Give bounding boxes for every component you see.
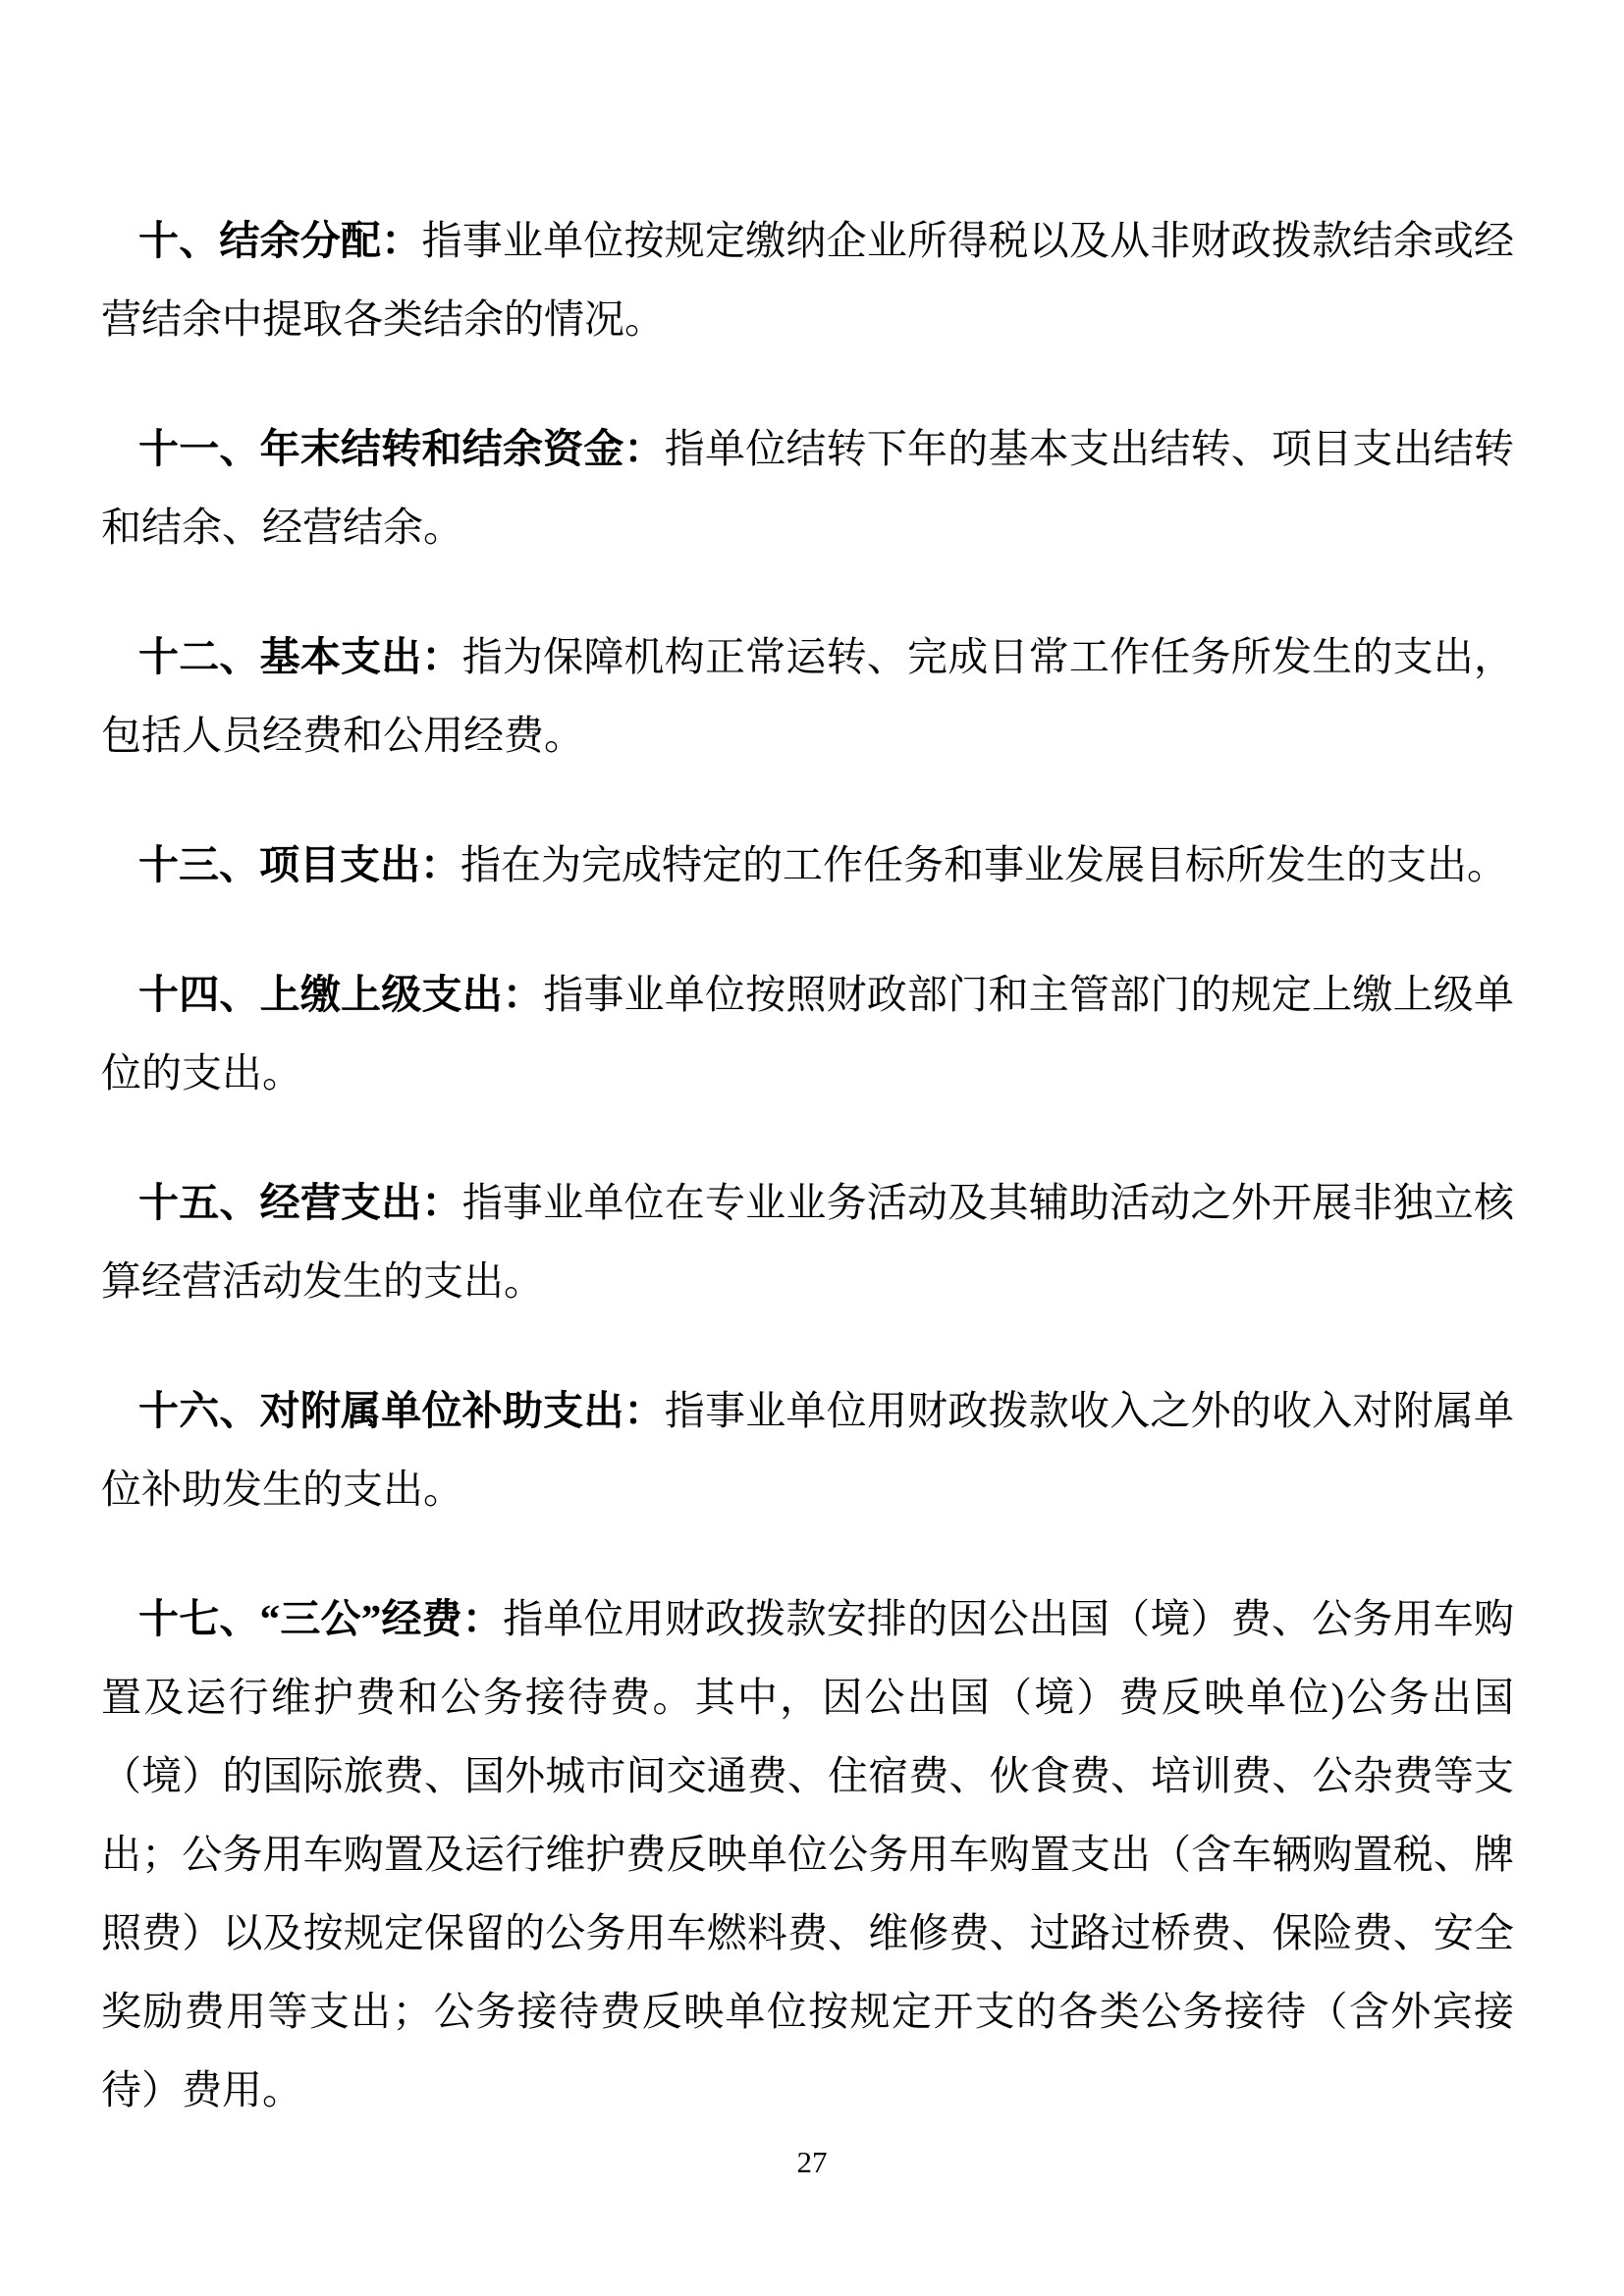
definition-paragraph-17: [101, 1579, 1514, 2129]
term-heading: 十六、对附属单位补助支出：: [138, 1388, 665, 1433]
term-definition: 指在为完成特定的工作任务和事业发展目标所发生的支出。: [460, 842, 1507, 887]
term-heading: 十五、经营支出：: [138, 1180, 462, 1225]
term-definition: 指为保障机构正常运转、完成日常工作任务所发生的支出，包括人员经费和公用经费。: [101, 634, 1515, 758]
term-definition: 指单位结转下年的基本支出结转、项目支出结转和结余、经营结余。: [101, 426, 1515, 550]
term-heading: 十三、项目支出：: [138, 842, 460, 887]
term-heading: 十四、上缴上级支出：: [138, 972, 544, 1017]
page-number: 27: [796, 2145, 828, 2179]
definition-paragraph-10: [101, 201, 1514, 358]
term-definition: 指事业单位按规定缴纳企业所得税以及从非财政拨款结余或经营结余中提取各类结余的情况。: [101, 218, 1514, 342]
definition-paragraph-15: [101, 1163, 1514, 1320]
term-definition: 指事业单位用财政拨款收入之外的收入对附属单位补助发生的支出。: [101, 1388, 1515, 1512]
term-definition: 指单位用财政拨款安排的因公出国（境）费、公务用车购置及运行维护费和公务接待费。其中，因公出国（境）费反映单位)公务出国（境）的国际旅费、国外城市间交通费、住宿费、伙食费、培训费、公杂费等支出；公务用车购置及运行维护费反映单位公务用车购置支出（含车辆购置税、牌照费）以及按规定保留的公务用车燃料费、维修费、过路过桥费、保险费、安全奖励费用等支出；公务接待费反映单位按规定开支的各类公务接待（含外宾接待）费用。: [101, 1596, 1515, 2112]
term-heading: 十、结余分配：: [138, 218, 422, 263]
definition-paragraph-11: [101, 409, 1514, 566]
document-body: [101, 201, 1514, 2180]
definition-paragraph-13: [101, 826, 1514, 904]
term-heading: 十七、“三公”经费：: [138, 1596, 504, 1641]
term-heading: 十一、年末结转和结余资金：: [138, 426, 665, 471]
term-heading: 十二、基本支出：: [138, 634, 462, 679]
definition-paragraph-16: [101, 1371, 1514, 1528]
term-definition: 指事业单位按照财政部门和主管部门的规定上缴上级单位的支出。: [101, 972, 1515, 1095]
term-definition: 指事业单位在专业业务活动及其辅助活动之外开展非独立核算经营活动发生的支出。: [101, 1180, 1515, 1304]
definition-paragraph-14: [101, 955, 1514, 1112]
definition-paragraph-12: [101, 617, 1514, 774]
